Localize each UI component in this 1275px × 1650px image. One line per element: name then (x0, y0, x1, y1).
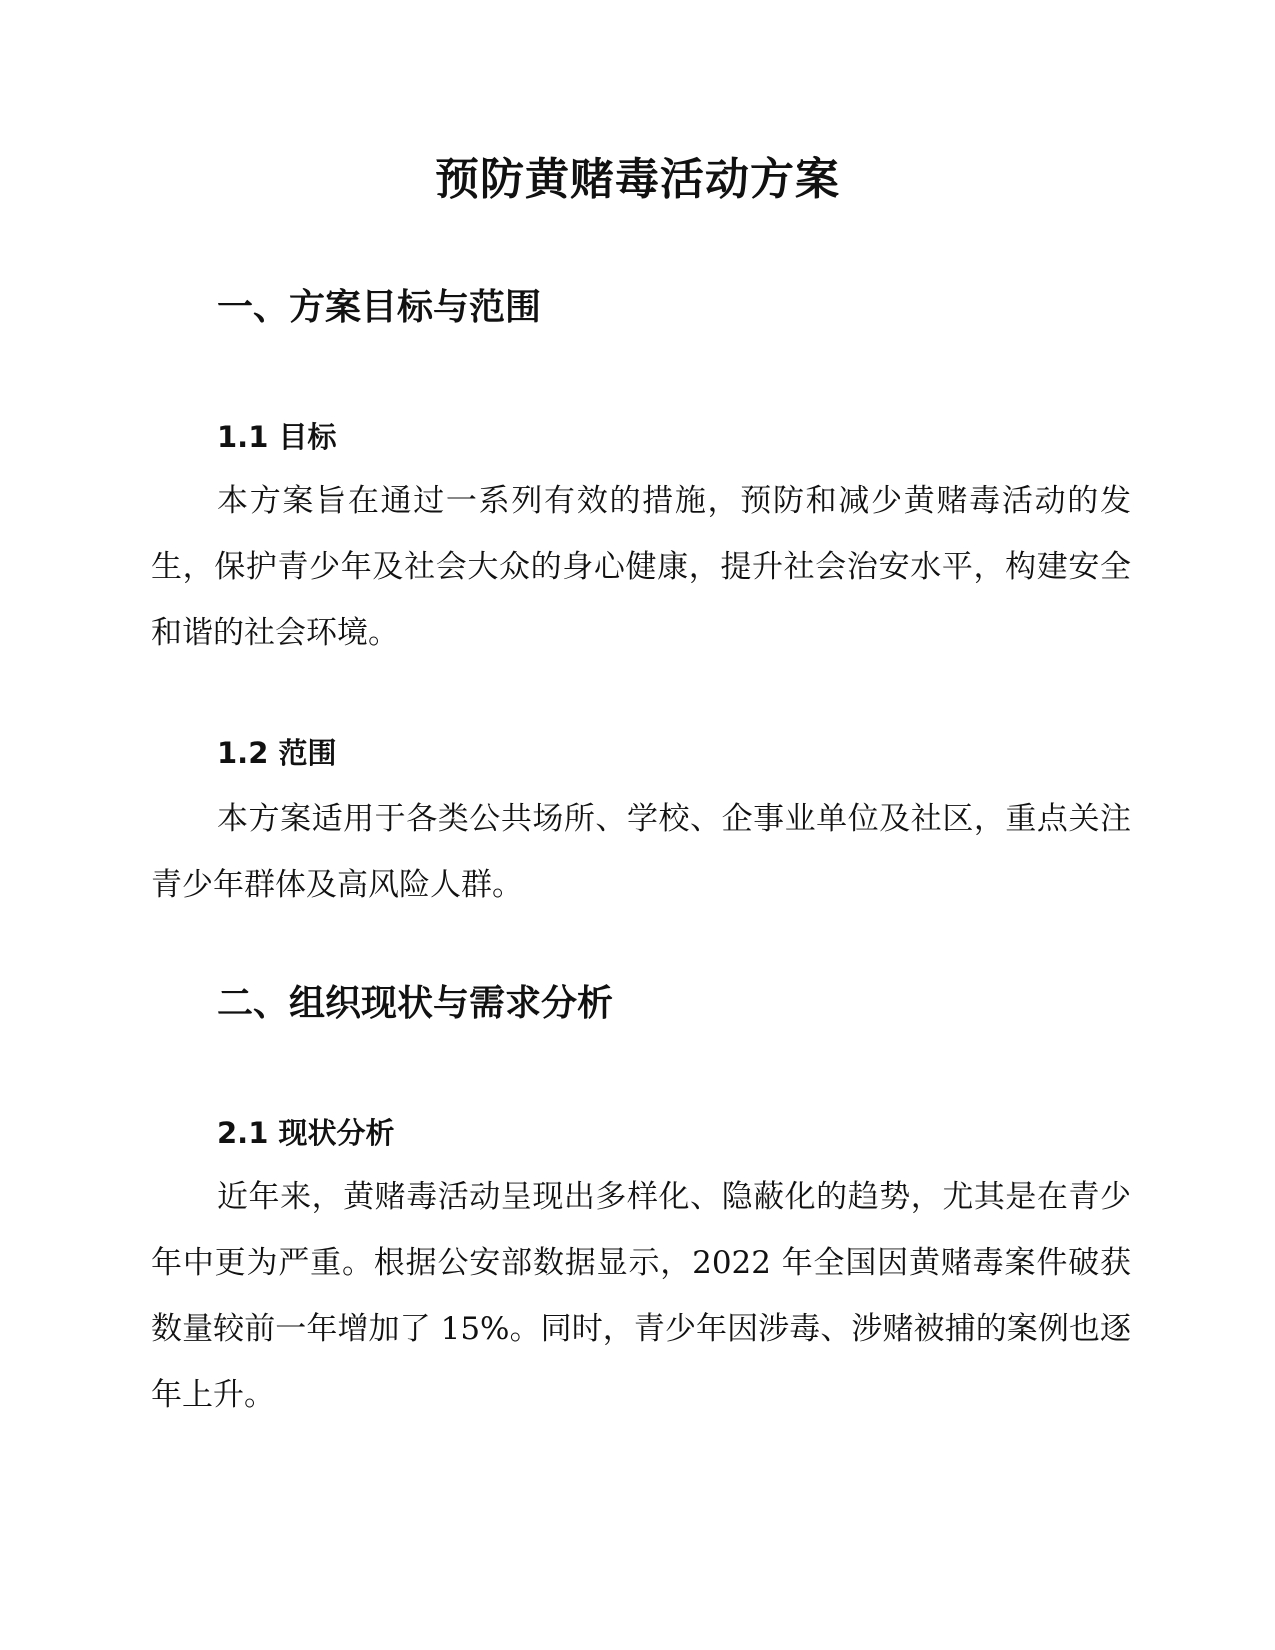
subsection-heading-1-2: 1.2 范围 (217, 736, 337, 770)
document-title: 预防黄赌毒活动方案 (435, 154, 840, 205)
subsection-heading-2-1: 2.1 现状分析 (217, 1116, 395, 1150)
paragraph-2-1: 近年来，黄赌毒活动呈现出多样化、隐蔽化的趋势，尤其是在青少年中更为严重。根据公安部数据显示，2022 年全国因黄赌毒案件破获数量较前一年增加了 15%。同时，青少年因涉毒、涉赌被捕的案例也逐年上升。 (151, 1179, 1131, 1413)
section-heading-1: 一、方案目标与范围 (217, 287, 542, 328)
paragraph-1-1: 本方案旨在通过一系列有效的措施，预防和减少黄赌毒活动的发生，保护青少年及社会大众的身心健康，提升社会治安水平，构建安全和谐的社会环境。 (151, 483, 1131, 651)
subsection-heading-1-1: 1.1 目标 (217, 420, 337, 454)
paragraph-1-2: 本方案适用于各类公共场所、学校、企事业单位及社区，重点关注青少年群体及高风险人群。 (151, 801, 1131, 903)
section-heading-2: 二、组织现状与需求分析 (217, 983, 614, 1024)
